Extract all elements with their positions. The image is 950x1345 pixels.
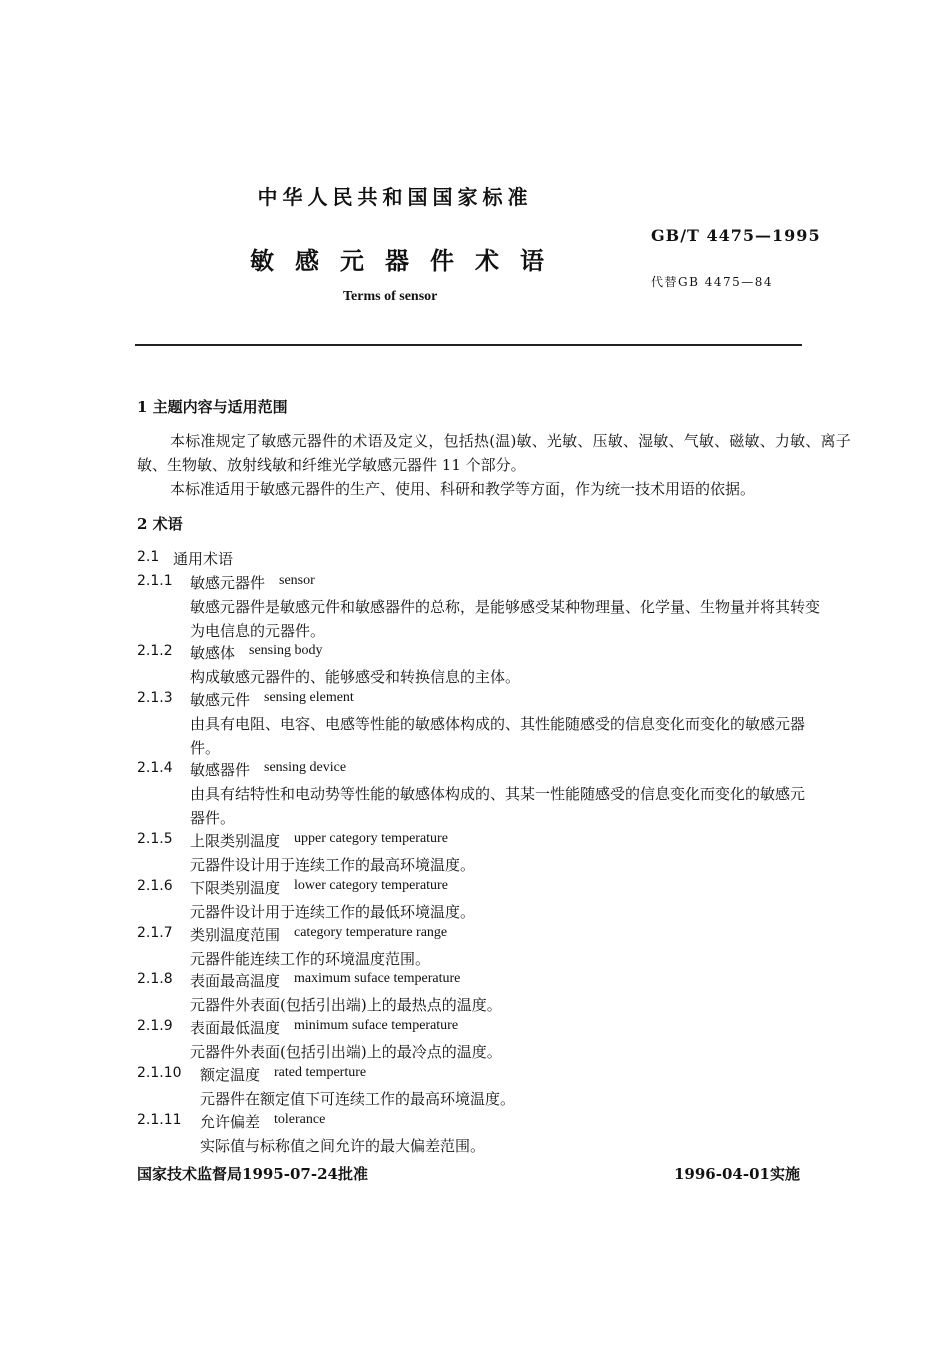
term-name-cn: 上限类别温度 (190, 832, 281, 850)
subsection-title: 通用术语 (173, 550, 234, 568)
section1-paragraph1-line1: 本标准规定了敏感元器件的术语及定义，包括热(温)敏、光敏、压敏、湿敏、气敏、磁敏、力敏、离子 (170, 432, 851, 450)
term-definition-line: 元器件设计用于连续工作的最低环境温度。 (190, 903, 476, 921)
term-definition-line: 由具有电阻、电容、电感等性能的敏感体构成的、其性能随感受的信息变化而变化的敏感元器 (190, 715, 806, 733)
term-name-cn: 敏感体 (190, 644, 236, 662)
term-definition-line: 元器件设计用于连续工作的最高环境温度。 (190, 856, 476, 874)
effective-date: 1996-04-01实施 (674, 1165, 800, 1183)
term-number: 2.1.7 (137, 925, 173, 941)
term-name-cn: 额定温度 (200, 1066, 261, 1084)
document-code: GB/T 4475—1995 (651, 226, 821, 245)
term-definition-line: 器件。 (190, 809, 236, 827)
document-title-en: Terms of sensor (343, 289, 438, 304)
document-title-cn: 敏感元器件术语 (250, 246, 565, 275)
term-definition-line: 敏感元器件是敏感元件和敏感器件的总称，是能够感受某种物理量、化学量、生物量并将其转变 (190, 598, 821, 616)
term-name-en: lower category temperature (294, 878, 448, 893)
term-number: 2.1.3 (137, 690, 173, 706)
term-name-en: minimum suface temperature (294, 1018, 459, 1033)
term-definition-line: 为电信息的元器件。 (190, 622, 326, 640)
term-number: 2.1.2 (137, 643, 173, 659)
section2-heading: 2 术语 (137, 515, 183, 533)
term-name-cn: 类别温度范围 (190, 926, 281, 944)
term-name-en: sensing element (264, 690, 354, 705)
national-standard-title: 中华人民共和国国家标准 (257, 185, 533, 209)
term-name-en: sensor (279, 573, 315, 588)
term-name-cn: 下限类别温度 (190, 879, 281, 897)
term-number: 2.1.10 (137, 1065, 182, 1081)
term-definition-line: 构成敏感元器件的、能够感受和转换信息的主体。 (190, 668, 521, 686)
term-definition-line: 元器件外表面(包括引出端)上的最热点的温度。 (190, 996, 502, 1014)
term-definition-line: 元器件能连续工作的环境温度范围。 (190, 950, 431, 968)
section1-heading: 1 主题内容与适用范围 (137, 398, 288, 416)
term-name-cn: 敏感元器件 (190, 574, 266, 592)
term-name-en: sensing body (249, 643, 323, 658)
term-name-cn: 允许偏差 (200, 1113, 261, 1131)
term-definition-line: 由具有结特性和电动势等性能的敏感体构成的、其某一性能随感受的信息变化而变化的敏感元 (190, 785, 806, 803)
term-name-en: upper category temperature (294, 831, 448, 846)
term-number: 2.1.11 (137, 1112, 182, 1128)
term-name-en: sensing device (264, 760, 347, 775)
term-number: 2.1.5 (137, 831, 173, 847)
term-definition-line: 实际值与标称值之间允许的最大偏差范围。 (200, 1137, 486, 1155)
header-divider (135, 344, 802, 346)
subsection-number: 2.1 (137, 549, 160, 565)
term-name-en: rated temperture (274, 1065, 367, 1080)
term-name-en: tolerance (274, 1112, 326, 1127)
term-number: 2.1.6 (137, 878, 173, 894)
approval-date: 国家技术监督局1995-07-24批准 (137, 1165, 368, 1183)
term-number: 2.1.1 (137, 573, 173, 589)
term-name-cn: 表面最高温度 (190, 972, 281, 990)
section1-paragraph1-line2: 敏、生物敏、放射线敏和纤维光学敏感元器件 11 个部分。 (137, 456, 526, 474)
term-name-cn: 敏感元件 (190, 691, 251, 709)
term-definition-line: 件。 (190, 739, 221, 757)
term-number: 2.1.9 (137, 1018, 173, 1034)
term-name-en: category temperature range (294, 925, 448, 940)
replaces-standard: 代替GB 4475—84 (651, 275, 774, 289)
term-name-cn: 敏感器件 (190, 761, 251, 779)
term-number: 2.1.4 (137, 760, 173, 776)
term-name-cn: 表面最低温度 (190, 1019, 281, 1037)
term-definition-line: 元器件外表面(包括引出端)上的最冷点的温度。 (190, 1043, 502, 1061)
term-name-en: maximum suface temperature (294, 971, 461, 986)
term-definition-line: 元器件在额定值下可连续工作的最高环境温度。 (200, 1090, 516, 1108)
term-number: 2.1.8 (137, 971, 173, 987)
section1-paragraph2: 本标准适用于敏感元器件的生产、使用、科研和教学等方面，作为统一技术用语的依据。 (170, 480, 756, 498)
